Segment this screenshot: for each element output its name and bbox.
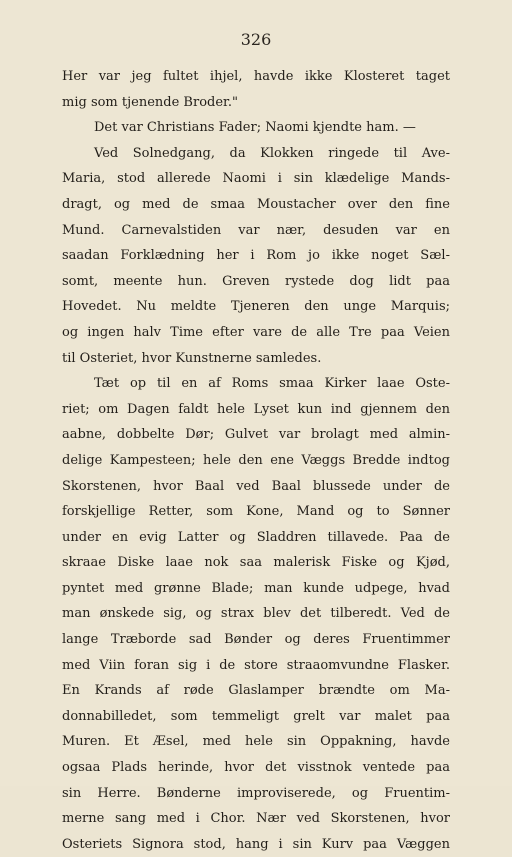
text-line: Det var Christians Fader; Naomi kjendte ham. — (94, 120, 416, 136)
text-line: Muren. Et Æsel, med hele sin Oppakning, havde (62, 734, 450, 750)
text-line: Mund. Carnevalstiden var nær, desuden var en (62, 222, 450, 238)
text-line: merne sang med i Chor. Nær ved Skorstenen, hvor (62, 811, 450, 827)
text-line: og ingen halv Time efter vare de alle Tre paa Veien (62, 324, 450, 340)
text-line: Osteriets Signora stod, hang i sin Kurv paa Væggen (62, 836, 450, 852)
text-line: En Krands af røde Glaslamper brændte om Ma- (62, 683, 450, 699)
text-line: Maria, stod allerede Naomi i sin klædelige Mands- (62, 171, 450, 187)
text-line: ogsaa Plads herinde, hvor det visstnok ventede paa (62, 760, 450, 776)
text-line: Tæt op til en af Roms smaa Kirker laae Oste- (94, 376, 450, 392)
text-line: Hovedet. Nu meldte Tjeneren den unge Marquis; (62, 299, 450, 315)
text-line: skraae Diske laae nok saa malerisk Fiske og Kjød, (62, 555, 450, 571)
body-text (62, 64, 450, 857)
text-line: aabne, dobbelte Dør; Gulvet var brolagt med almin- (62, 427, 450, 443)
text-line: sin Herre. Bønderne improviserede, og Fruentim- (62, 785, 450, 801)
text-line: man ønskede sig, og strax blev det tilberedt. Ved de (62, 606, 450, 622)
page-number: 326 (240, 30, 272, 49)
text-line: riet; om Dagen faldt hele Lyset kun ind gjennem den (62, 401, 450, 417)
text-line: Skorstenen, hvor Baal ved Baal blussede under de (62, 478, 450, 494)
text-line: somt, meente hun. Greven rystede dog lidt paa (62, 273, 450, 289)
text-line: lange Træborde sad Bønder og deres Fruentimmer (62, 632, 450, 648)
text-line: saadan Forklædning her i Rom jo ikke noget Sæl- (62, 248, 450, 264)
text-line: donnabilledet, som temmeligt grelt var malet paa (62, 708, 450, 724)
text-line: delige Kampesteen; hele den ene Væggs Bredde indtog (62, 452, 450, 468)
text-line: Her var jeg fultet ihjel, havde ikke Klosteret taget (62, 69, 450, 84)
text-line: under en evig Latter og Sladdren tillavede. Paa de (62, 529, 450, 545)
text-line: forskjellige Retter, som Kone, Mand og to Sønner (62, 504, 450, 520)
text-line: dragt, og med de smaa Moustacher over den fine (62, 196, 450, 212)
text-line: til Osteriet, hvor Kunstnerne samledes. (62, 350, 322, 366)
text-line: Ved Solnedgang, da Klokken ringede til Ave- (94, 145, 450, 161)
text-line: pyntet med grønne Blade; man kunde udpege, hvad (62, 580, 450, 596)
text-line: mig som tjenende Broder." (62, 94, 238, 110)
text-line: med Viin foran sig i de store straaomvundne Flasker. (62, 657, 450, 673)
